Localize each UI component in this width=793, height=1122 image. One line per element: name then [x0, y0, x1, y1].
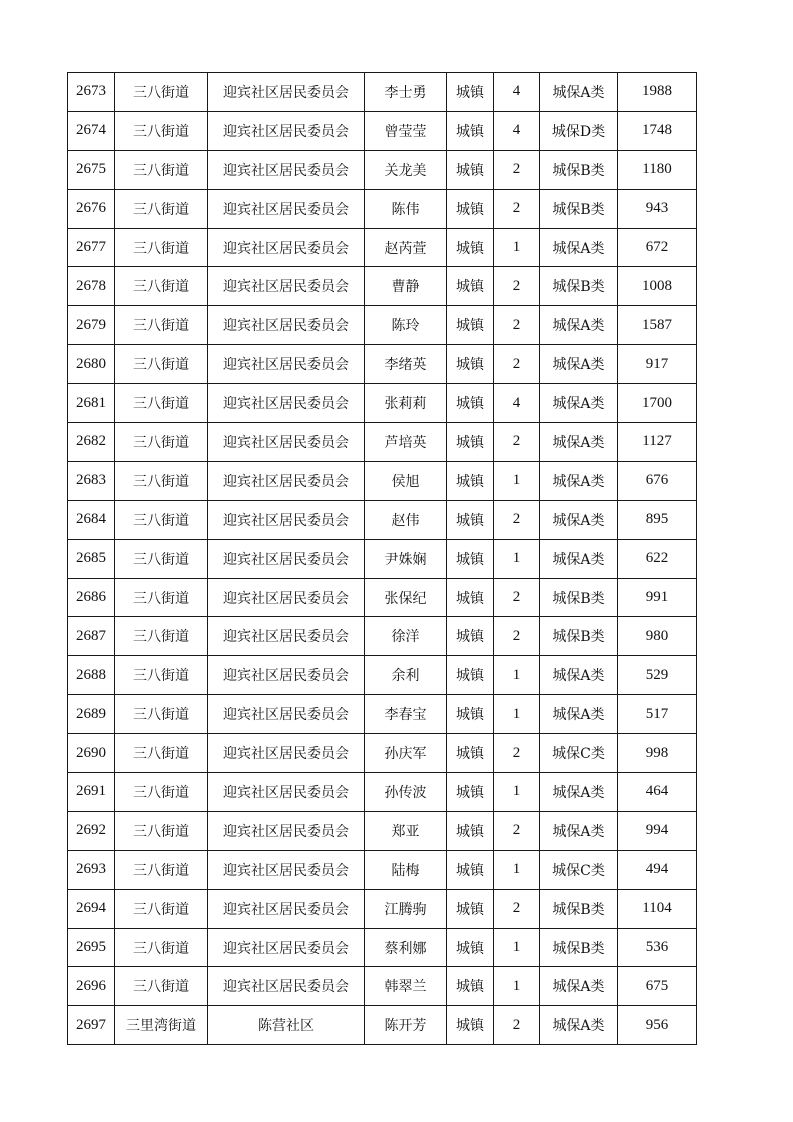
name-cell: 关龙美 — [365, 150, 447, 189]
amount-cell: 998 — [618, 734, 697, 773]
row-number-cell: 2682 — [68, 423, 115, 462]
category-cell: 城保A类 — [540, 656, 618, 695]
members-cell: 2 — [494, 617, 540, 656]
name-cell: 江腾驹 — [365, 889, 447, 928]
category-cell: 城保A类 — [540, 423, 618, 462]
community-cell: 迎宾社区居民委员会 — [208, 967, 365, 1006]
amount-cell: 943 — [618, 189, 697, 228]
table-row — [68, 617, 697, 656]
household-type-cell: 城镇 — [447, 267, 494, 306]
community-cell: 迎宾社区居民委员会 — [208, 811, 365, 850]
members-cell: 1 — [494, 967, 540, 1006]
community-cell: 迎宾社区居民委员会 — [208, 850, 365, 889]
members-cell: 2 — [494, 734, 540, 773]
name-cell: 曹静 — [365, 267, 447, 306]
name-cell: 芦培英 — [365, 423, 447, 462]
members-cell: 1 — [494, 928, 540, 967]
members-cell: 2 — [494, 345, 540, 384]
amount-cell: 464 — [618, 773, 697, 812]
household-type-cell: 城镇 — [447, 928, 494, 967]
amount-cell: 672 — [618, 228, 697, 267]
row-number-cell: 2697 — [68, 1006, 115, 1045]
street-cell: 三八街道 — [115, 73, 208, 112]
table-row — [68, 695, 697, 734]
household-type-cell: 城镇 — [447, 695, 494, 734]
table-row — [68, 850, 697, 889]
amount-cell: 895 — [618, 500, 697, 539]
community-cell: 迎宾社区居民委员会 — [208, 384, 365, 423]
household-type-cell: 城镇 — [447, 189, 494, 228]
street-cell: 三八街道 — [115, 773, 208, 812]
row-number-cell: 2677 — [68, 228, 115, 267]
members-cell: 1 — [494, 656, 540, 695]
row-number-cell: 2693 — [68, 850, 115, 889]
table-row — [68, 928, 697, 967]
household-type-cell: 城镇 — [447, 539, 494, 578]
community-cell: 迎宾社区居民委员会 — [208, 578, 365, 617]
amount-cell: 1127 — [618, 423, 697, 462]
assistance-table — [67, 72, 697, 1045]
row-number-cell: 2691 — [68, 773, 115, 812]
amount-cell: 980 — [618, 617, 697, 656]
community-cell: 迎宾社区居民委员会 — [208, 773, 365, 812]
category-cell: 城保A类 — [540, 306, 618, 345]
household-type-cell: 城镇 — [447, 111, 494, 150]
amount-cell: 1748 — [618, 111, 697, 150]
members-cell: 1 — [494, 773, 540, 812]
amount-cell: 676 — [618, 461, 697, 500]
members-cell: 2 — [494, 811, 540, 850]
community-cell: 迎宾社区居民委员会 — [208, 734, 365, 773]
amount-cell: 1587 — [618, 306, 697, 345]
street-cell: 三八街道 — [115, 539, 208, 578]
household-type-cell: 城镇 — [447, 228, 494, 267]
community-cell: 迎宾社区居民委员会 — [208, 111, 365, 150]
name-cell: 李士勇 — [365, 73, 447, 112]
category-cell: 城保A类 — [540, 461, 618, 500]
street-cell: 三八街道 — [115, 306, 208, 345]
name-cell: 孙传波 — [365, 773, 447, 812]
name-cell: 郑亚 — [365, 811, 447, 850]
category-cell: 城保C类 — [540, 850, 618, 889]
community-cell: 迎宾社区居民委员会 — [208, 150, 365, 189]
amount-cell: 675 — [618, 967, 697, 1006]
amount-cell: 1700 — [618, 384, 697, 423]
household-type-cell: 城镇 — [447, 150, 494, 189]
street-cell: 三八街道 — [115, 111, 208, 150]
members-cell: 1 — [494, 228, 540, 267]
row-number-cell: 2690 — [68, 734, 115, 773]
row-number-cell: 2687 — [68, 617, 115, 656]
name-cell: 尹姝娴 — [365, 539, 447, 578]
amount-cell: 529 — [618, 656, 697, 695]
name-cell: 张莉莉 — [365, 384, 447, 423]
table-row — [68, 461, 697, 500]
row-number-cell: 2689 — [68, 695, 115, 734]
members-cell: 1 — [494, 539, 540, 578]
row-number-cell: 2673 — [68, 73, 115, 112]
street-cell: 三八街道 — [115, 228, 208, 267]
household-type-cell: 城镇 — [447, 500, 494, 539]
name-cell: 李春宝 — [365, 695, 447, 734]
members-cell: 2 — [494, 267, 540, 306]
row-number-cell: 2696 — [68, 967, 115, 1006]
community-cell: 迎宾社区居民委员会 — [208, 539, 365, 578]
table-row — [68, 384, 697, 423]
community-cell: 迎宾社区居民委员会 — [208, 656, 365, 695]
street-cell: 三里湾街道 — [115, 1006, 208, 1045]
category-cell: 城保D类 — [540, 111, 618, 150]
category-cell: 城保B类 — [540, 928, 618, 967]
table-row — [68, 345, 697, 384]
amount-cell: 994 — [618, 811, 697, 850]
category-cell: 城保A类 — [540, 967, 618, 1006]
members-cell: 2 — [494, 423, 540, 462]
table-row — [68, 423, 697, 462]
household-type-cell: 城镇 — [447, 384, 494, 423]
table-row — [68, 189, 697, 228]
street-cell: 三八街道 — [115, 734, 208, 773]
members-cell: 1 — [494, 695, 540, 734]
row-number-cell: 2695 — [68, 928, 115, 967]
table-row — [68, 111, 697, 150]
members-cell: 4 — [494, 111, 540, 150]
amount-cell: 991 — [618, 578, 697, 617]
table-row — [68, 1006, 697, 1045]
name-cell: 韩翠兰 — [365, 967, 447, 1006]
row-number-cell: 2676 — [68, 189, 115, 228]
amount-cell: 917 — [618, 345, 697, 384]
row-number-cell: 2678 — [68, 267, 115, 306]
members-cell: 1 — [494, 461, 540, 500]
household-type-cell: 城镇 — [447, 461, 494, 500]
name-cell: 陈开芳 — [365, 1006, 447, 1045]
amount-cell: 1104 — [618, 889, 697, 928]
household-type-cell: 城镇 — [447, 967, 494, 1006]
household-type-cell: 城镇 — [447, 811, 494, 850]
street-cell: 三八街道 — [115, 500, 208, 539]
amount-cell: 1008 — [618, 267, 697, 306]
table-row — [68, 500, 697, 539]
table-row — [68, 228, 697, 267]
name-cell: 陆梅 — [365, 850, 447, 889]
row-number-cell: 2692 — [68, 811, 115, 850]
street-cell: 三八街道 — [115, 695, 208, 734]
street-cell: 三八街道 — [115, 617, 208, 656]
members-cell: 2 — [494, 1006, 540, 1045]
household-type-cell: 城镇 — [447, 73, 494, 112]
category-cell: 城保B类 — [540, 189, 618, 228]
community-cell: 迎宾社区居民委员会 — [208, 617, 365, 656]
table-row — [68, 734, 697, 773]
name-cell: 孙庆军 — [365, 734, 447, 773]
street-cell: 三八街道 — [115, 423, 208, 462]
table-row — [68, 73, 697, 112]
members-cell: 2 — [494, 306, 540, 345]
street-cell: 三八街道 — [115, 850, 208, 889]
table-row — [68, 150, 697, 189]
name-cell: 赵伟 — [365, 500, 447, 539]
category-cell: 城保A类 — [540, 773, 618, 812]
community-cell: 迎宾社区居民委员会 — [208, 889, 365, 928]
name-cell: 侯旭 — [365, 461, 447, 500]
street-cell: 三八街道 — [115, 967, 208, 1006]
community-cell: 陈营社区 — [208, 1006, 365, 1045]
household-type-cell: 城镇 — [447, 1006, 494, 1045]
community-cell: 迎宾社区居民委员会 — [208, 461, 365, 500]
community-cell: 迎宾社区居民委员会 — [208, 695, 365, 734]
category-cell: 城保A类 — [540, 811, 618, 850]
category-cell: 城保A类 — [540, 384, 618, 423]
category-cell: 城保A类 — [540, 500, 618, 539]
table-row — [68, 578, 697, 617]
amount-cell: 1988 — [618, 73, 697, 112]
name-cell: 张保纪 — [365, 578, 447, 617]
household-type-cell: 城镇 — [447, 850, 494, 889]
household-type-cell: 城镇 — [447, 306, 494, 345]
household-type-cell: 城镇 — [447, 773, 494, 812]
category-cell: 城保A类 — [540, 695, 618, 734]
category-cell: 城保B类 — [540, 150, 618, 189]
name-cell: 陈玲 — [365, 306, 447, 345]
row-number-cell: 2679 — [68, 306, 115, 345]
household-type-cell: 城镇 — [447, 889, 494, 928]
community-cell: 迎宾社区居民委员会 — [208, 423, 365, 462]
community-cell: 迎宾社区居民委员会 — [208, 189, 365, 228]
table-row — [68, 811, 697, 850]
members-cell: 2 — [494, 150, 540, 189]
community-cell: 迎宾社区居民委员会 — [208, 928, 365, 967]
name-cell: 李绪英 — [365, 345, 447, 384]
community-cell: 迎宾社区居民委员会 — [208, 345, 365, 384]
category-cell: 城保A类 — [540, 345, 618, 384]
name-cell: 赵芮萱 — [365, 228, 447, 267]
street-cell: 三八街道 — [115, 461, 208, 500]
row-number-cell: 2680 — [68, 345, 115, 384]
table-row — [68, 773, 697, 812]
street-cell: 三八街道 — [115, 928, 208, 967]
community-cell: 迎宾社区居民委员会 — [208, 500, 365, 539]
community-cell: 迎宾社区居民委员会 — [208, 267, 365, 306]
category-cell: 城保B类 — [540, 617, 618, 656]
table-row — [68, 539, 697, 578]
members-cell: 4 — [494, 384, 540, 423]
category-cell: 城保B类 — [540, 889, 618, 928]
street-cell: 三八街道 — [115, 384, 208, 423]
amount-cell: 536 — [618, 928, 697, 967]
household-type-cell: 城镇 — [447, 734, 494, 773]
amount-cell: 494 — [618, 850, 697, 889]
street-cell: 三八街道 — [115, 150, 208, 189]
row-number-cell: 2684 — [68, 500, 115, 539]
name-cell: 陈伟 — [365, 189, 447, 228]
members-cell: 4 — [494, 73, 540, 112]
members-cell: 2 — [494, 578, 540, 617]
members-cell: 2 — [494, 889, 540, 928]
community-cell: 迎宾社区居民委员会 — [208, 73, 365, 112]
table-row — [68, 889, 697, 928]
category-cell: 城保A类 — [540, 73, 618, 112]
row-number-cell: 2675 — [68, 150, 115, 189]
category-cell: 城保B类 — [540, 267, 618, 306]
street-cell: 三八街道 — [115, 656, 208, 695]
street-cell: 三八街道 — [115, 889, 208, 928]
amount-cell: 517 — [618, 695, 697, 734]
amount-cell: 1180 — [618, 150, 697, 189]
street-cell: 三八街道 — [115, 811, 208, 850]
community-cell: 迎宾社区居民委员会 — [208, 228, 365, 267]
household-type-cell: 城镇 — [447, 423, 494, 462]
street-cell: 三八街道 — [115, 189, 208, 228]
household-type-cell: 城镇 — [447, 617, 494, 656]
community-cell: 迎宾社区居民委员会 — [208, 306, 365, 345]
household-type-cell: 城镇 — [447, 345, 494, 384]
row-number-cell: 2681 — [68, 384, 115, 423]
household-type-cell: 城镇 — [447, 578, 494, 617]
row-number-cell: 2683 — [68, 461, 115, 500]
name-cell: 余利 — [365, 656, 447, 695]
row-number-cell: 2686 — [68, 578, 115, 617]
row-number-cell: 2694 — [68, 889, 115, 928]
name-cell: 曾莹莹 — [365, 111, 447, 150]
amount-cell: 622 — [618, 539, 697, 578]
name-cell: 蔡利娜 — [365, 928, 447, 967]
name-cell: 徐洋 — [365, 617, 447, 656]
street-cell: 三八街道 — [115, 267, 208, 306]
category-cell: 城保B类 — [540, 578, 618, 617]
category-cell: 城保C类 — [540, 734, 618, 773]
street-cell: 三八街道 — [115, 578, 208, 617]
members-cell: 2 — [494, 500, 540, 539]
members-cell: 1 — [494, 850, 540, 889]
row-number-cell: 2688 — [68, 656, 115, 695]
members-cell: 2 — [494, 189, 540, 228]
table-row — [68, 967, 697, 1006]
table-row — [68, 656, 697, 695]
category-cell: 城保A类 — [540, 228, 618, 267]
table-row — [68, 267, 697, 306]
household-type-cell: 城镇 — [447, 656, 494, 695]
category-cell: 城保A类 — [540, 1006, 618, 1045]
row-number-cell: 2674 — [68, 111, 115, 150]
table-row — [68, 306, 697, 345]
amount-cell: 956 — [618, 1006, 697, 1045]
category-cell: 城保A类 — [540, 539, 618, 578]
street-cell: 三八街道 — [115, 345, 208, 384]
row-number-cell: 2685 — [68, 539, 115, 578]
